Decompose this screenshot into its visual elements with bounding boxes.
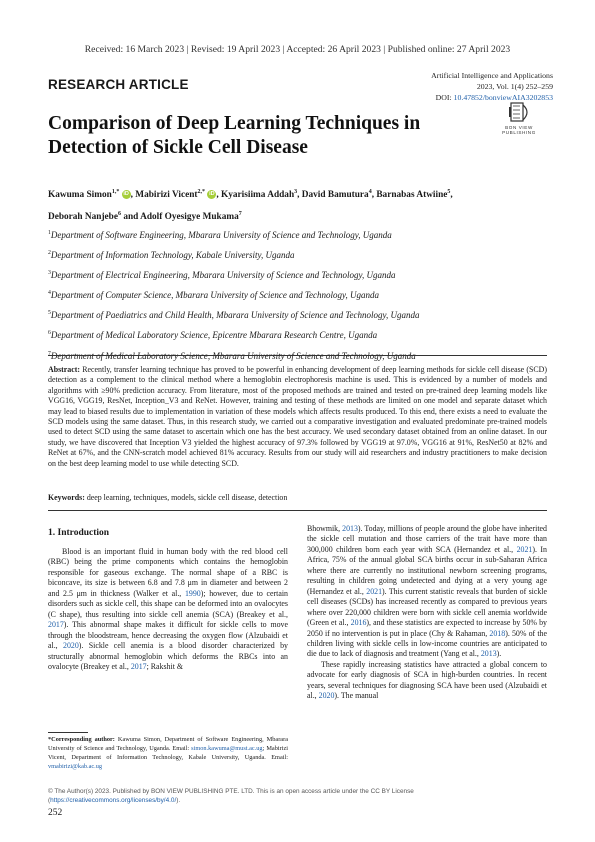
citation-link[interactable]: 1990 (184, 588, 201, 598)
author-name: Barnabas Atwiine (376, 190, 448, 201)
footnote-label: *Corresponding author: (48, 736, 115, 743)
keywords (48, 493, 547, 502)
affiliation: $^1$Department of Software Engineering, Mbarara University of Science and Technology, Uganda (48, 230, 392, 240)
citation-link[interactable]: 2013 (342, 524, 358, 533)
orcid-icon[interactable]: iD (123, 191, 129, 198)
section-heading: 1. Introduction (48, 528, 110, 538)
logo-text: BON VIEW PUBLISHING (502, 125, 536, 135)
keywords-text: deep learning, techniques, models, sickle cell disease, detection (86, 493, 288, 502)
page-number: 252 (48, 808, 63, 818)
citation-link[interactable]: 2020 (318, 691, 335, 701)
footnote-rule (48, 732, 88, 733)
citation-link[interactable]: 2016 (350, 618, 367, 628)
author-sup: 1,* (111, 189, 120, 195)
publisher-logo (489, 101, 549, 141)
citation-link[interactable]: 2013 (480, 649, 497, 659)
email-link[interactable]: simon.kawuma@must.ac.ug (191, 744, 263, 752)
author-name: Kawuma Simon (48, 190, 112, 201)
body-column-left: Blood is an important fluid in human body with the red blood cell (RBC) being the prime components which contains the hemoglobin responsible for gaseous exchange. The normal shape of a RBC is biconcave, its size is between 6.8 and 7.8 μm in diameter and between 2 and 2.5 μm in thickness (Walker et al., 1990); however, due to certain disorders such as sickle cell, this shape can be deformed into an ovalocytes (C shape), thus resulting into sickle cell anemia (SCA) (Breakey et al., 2017). This abnormal shape makes it difficult for sickle cells to move through the bloodstream, hence decreasing the oxygen flow (Alzubaidi et al., 2020). Sickle cell anemia is a blood disorder characterized by structurally abnormal hemoglobin which deforms the RBCs into an ovalocyte (Breakey et al., 2017; Rakshit & (48, 547, 289, 671)
paragraph: These rapidly increasing statistics have attracted a global concern to advocate for early diagnosis of SCA in high-burden countries. In recent years, several techniques for diagnosing SCA have been used (Alzubaidi et al., 2020). The manual (307, 659, 547, 701)
author-name: Kyarisiima Addah (221, 190, 295, 201)
author-name: David Bamutura (301, 190, 369, 201)
affiliation: $^7$Department of Medical Laboratory Science, Mbarara University of Science and Technology, Uganda (48, 350, 416, 361)
keywords-label: Keywords: (48, 493, 85, 502)
affiliation-list (48, 224, 548, 365)
journal-name: Artificial Intelligence and Applications (431, 71, 553, 80)
publication-dates: Received: 16 March 2023 | Revised: 19 April 2023 | Accepted: 26 April 2023 | Published online: 27 April 2023 (84, 44, 511, 55)
author-sup: 3 (294, 189, 298, 195)
author-sup: 7 (238, 211, 242, 218)
citation-link[interactable]: 2021 (366, 586, 383, 596)
email-link[interactable]: vmabirizi@kab.ac.ug (48, 762, 103, 770)
license-link[interactable]: https://creativecommons.org/licenses/by/4.0/ (50, 797, 177, 804)
author-and: and (123, 212, 139, 223)
affiliation: $^2$Department of Information Technology, Kabale University, Uganda (48, 250, 295, 261)
author-list: Kawuma Simon$^{1,*}$ iD , Mabirizi Vicent$^{2,*}$ iD , Kyarisiima Addah$^3$, David Bamutura$^4$, Barnabas Atwiine$^5$, Deborah Nanjebe$^6$ and Adolf Oyesigye Mukama$^7$ (48, 189, 453, 223)
affiliation: $^6$Department of Medical Laboratory Science, Epicentre Mbarara Research Centre, Uganda (48, 330, 378, 341)
journal-volume: 2023, Vol. 1(4) 252–259 (476, 82, 553, 91)
license-notice: © The Author(s) 2023. Published by BON VIEW PUBLISHING PTE. LTD. This is an open access article under the CC BY License (https://creativecommons.org/licenses/by/4.0/). (48, 788, 414, 804)
orcid-icon[interactable]: iD (209, 191, 215, 198)
abstract-text: Recently, transfer learning technique has proved to be powerful in enhancing development of deep learning methods for sickle cell disease (SCD) detection as a complement to the clinical method where a hemoglobin electrophoresis machine is used. This is evidenced by a number of models and algorithms with ≥90% prediction accuracy. From literature, most of the proposed methods are trained and tested on pre-trained deep learning models like VGG16, VGG19, ResNet, Inception_V3 and ReNet. However, training and testing of these methods are limited on one model and separate dataset which may lead to biased results due to implementation in variation of these models which affects results produced. To this end, there exists a need to evaluate the SCD models using the same dataset. Thus, in this research study, we carried out a comparative investigation and evaluated predominate pre-trained models used to detect SCD using the same dataset to ascertain which one has the best accuracy. We used secondary dataset obtained from an online dataset. In our study, we have discovered that Inception V3 yielded the highest accuracy of 97.3% followed by VGG19 at 97.0%, VGG16 at 91%, ResNet50 at 82% and ReNet at 67%, and the CNN-scratch model achieved 81% accuracy. Results from our study will aid researchers and industry practitioners to make decision on the best deep learning model to use while detecting SCD. (48, 365, 548, 468)
author-name: Mabirizi Vicent (135, 190, 198, 201)
article-title: Comparison of Deep Learning Techniques in Detection of Sickle Cell Disease (48, 113, 421, 158)
affiliation: $^3$Department of Electrical Engineering, Mbarara University of Science and Technology, Uganda (48, 270, 396, 281)
divider-bottom (48, 510, 547, 511)
divider-top (48, 355, 547, 356)
doi-label: DOI: (435, 93, 452, 102)
citation-link[interactable]: 2020 (63, 641, 79, 651)
bonview-logo-icon (489, 101, 549, 141)
abstract (48, 365, 547, 469)
journal-info (431, 70, 553, 103)
citation-link[interactable]: 2018 (489, 628, 506, 638)
article-type-label: RESEARCH ARTICLE (48, 77, 189, 92)
author-sup: 2,* (197, 189, 206, 195)
corresponding-author-footnote: *Corresponding author: Kawuma Simon, Department of Software Engineering, Mbarara University of Science and Technology, Uganda. Email: simon.kawuma@must.ac.ug; Mabirizi Vicent, Department of Information Technology, Kabale University, Uganda. Email: vmabirizi@kab.ac.ug (48, 736, 288, 770)
body-column-right (307, 524, 547, 702)
citation-link[interactable]: 2021 (516, 544, 533, 554)
affiliation: $^4$Department of Computer Science, Mbarara University of Science and Technology, Uganda (48, 290, 380, 301)
author-sup: 6 (117, 211, 121, 218)
citation-link[interactable]: 2017 (130, 661, 147, 671)
paragraph: Bhowmik, 2013). Today, millions of people around the globe have inherited the sickle cell mutation and those carriers of the trait have more than 300,000 children born each year with SCA (Hernandez et al., 2021). In Africa, 75% of the annual global SCA births occur in sub-Saharan Africa where there are currently no institutional newborn screening programs, resulting in children going undetected and dying at a very young age (Hernandez et al., 2021). This current statistic reveals that burden of sickle cell diseases (SCDs) has increased recently as compared to previous years where over 220,000 children were born with sickle cell anemia worldwide (Green et al., 2016), and these statistics are expected to increase by 50% by 2050 if no intervention is put in place (Chy & Rahaman, 2018). 50% of the children living with sickle cells in low-income countries are anticipated to die due to lack of diagnosis and treatment (Yang et al., 2013). (307, 524, 547, 659)
author-name: Adolf Oyesigye Mukama (140, 212, 239, 223)
author-name: Deborah Nanjebe (48, 212, 118, 223)
author-sup: 4 (368, 189, 372, 195)
abstract-label: Abstract: (48, 365, 80, 374)
affiliation: $^5$Department of Paediatrics and Child Health, Mbarara University of Science and Technology, Uganda (48, 310, 420, 321)
doi-link[interactable]: 10.47852/bonviewAIA3202853 (453, 93, 553, 102)
author-sup: 5 (447, 189, 451, 195)
citation-link[interactable]: 2017 (48, 620, 64, 630)
